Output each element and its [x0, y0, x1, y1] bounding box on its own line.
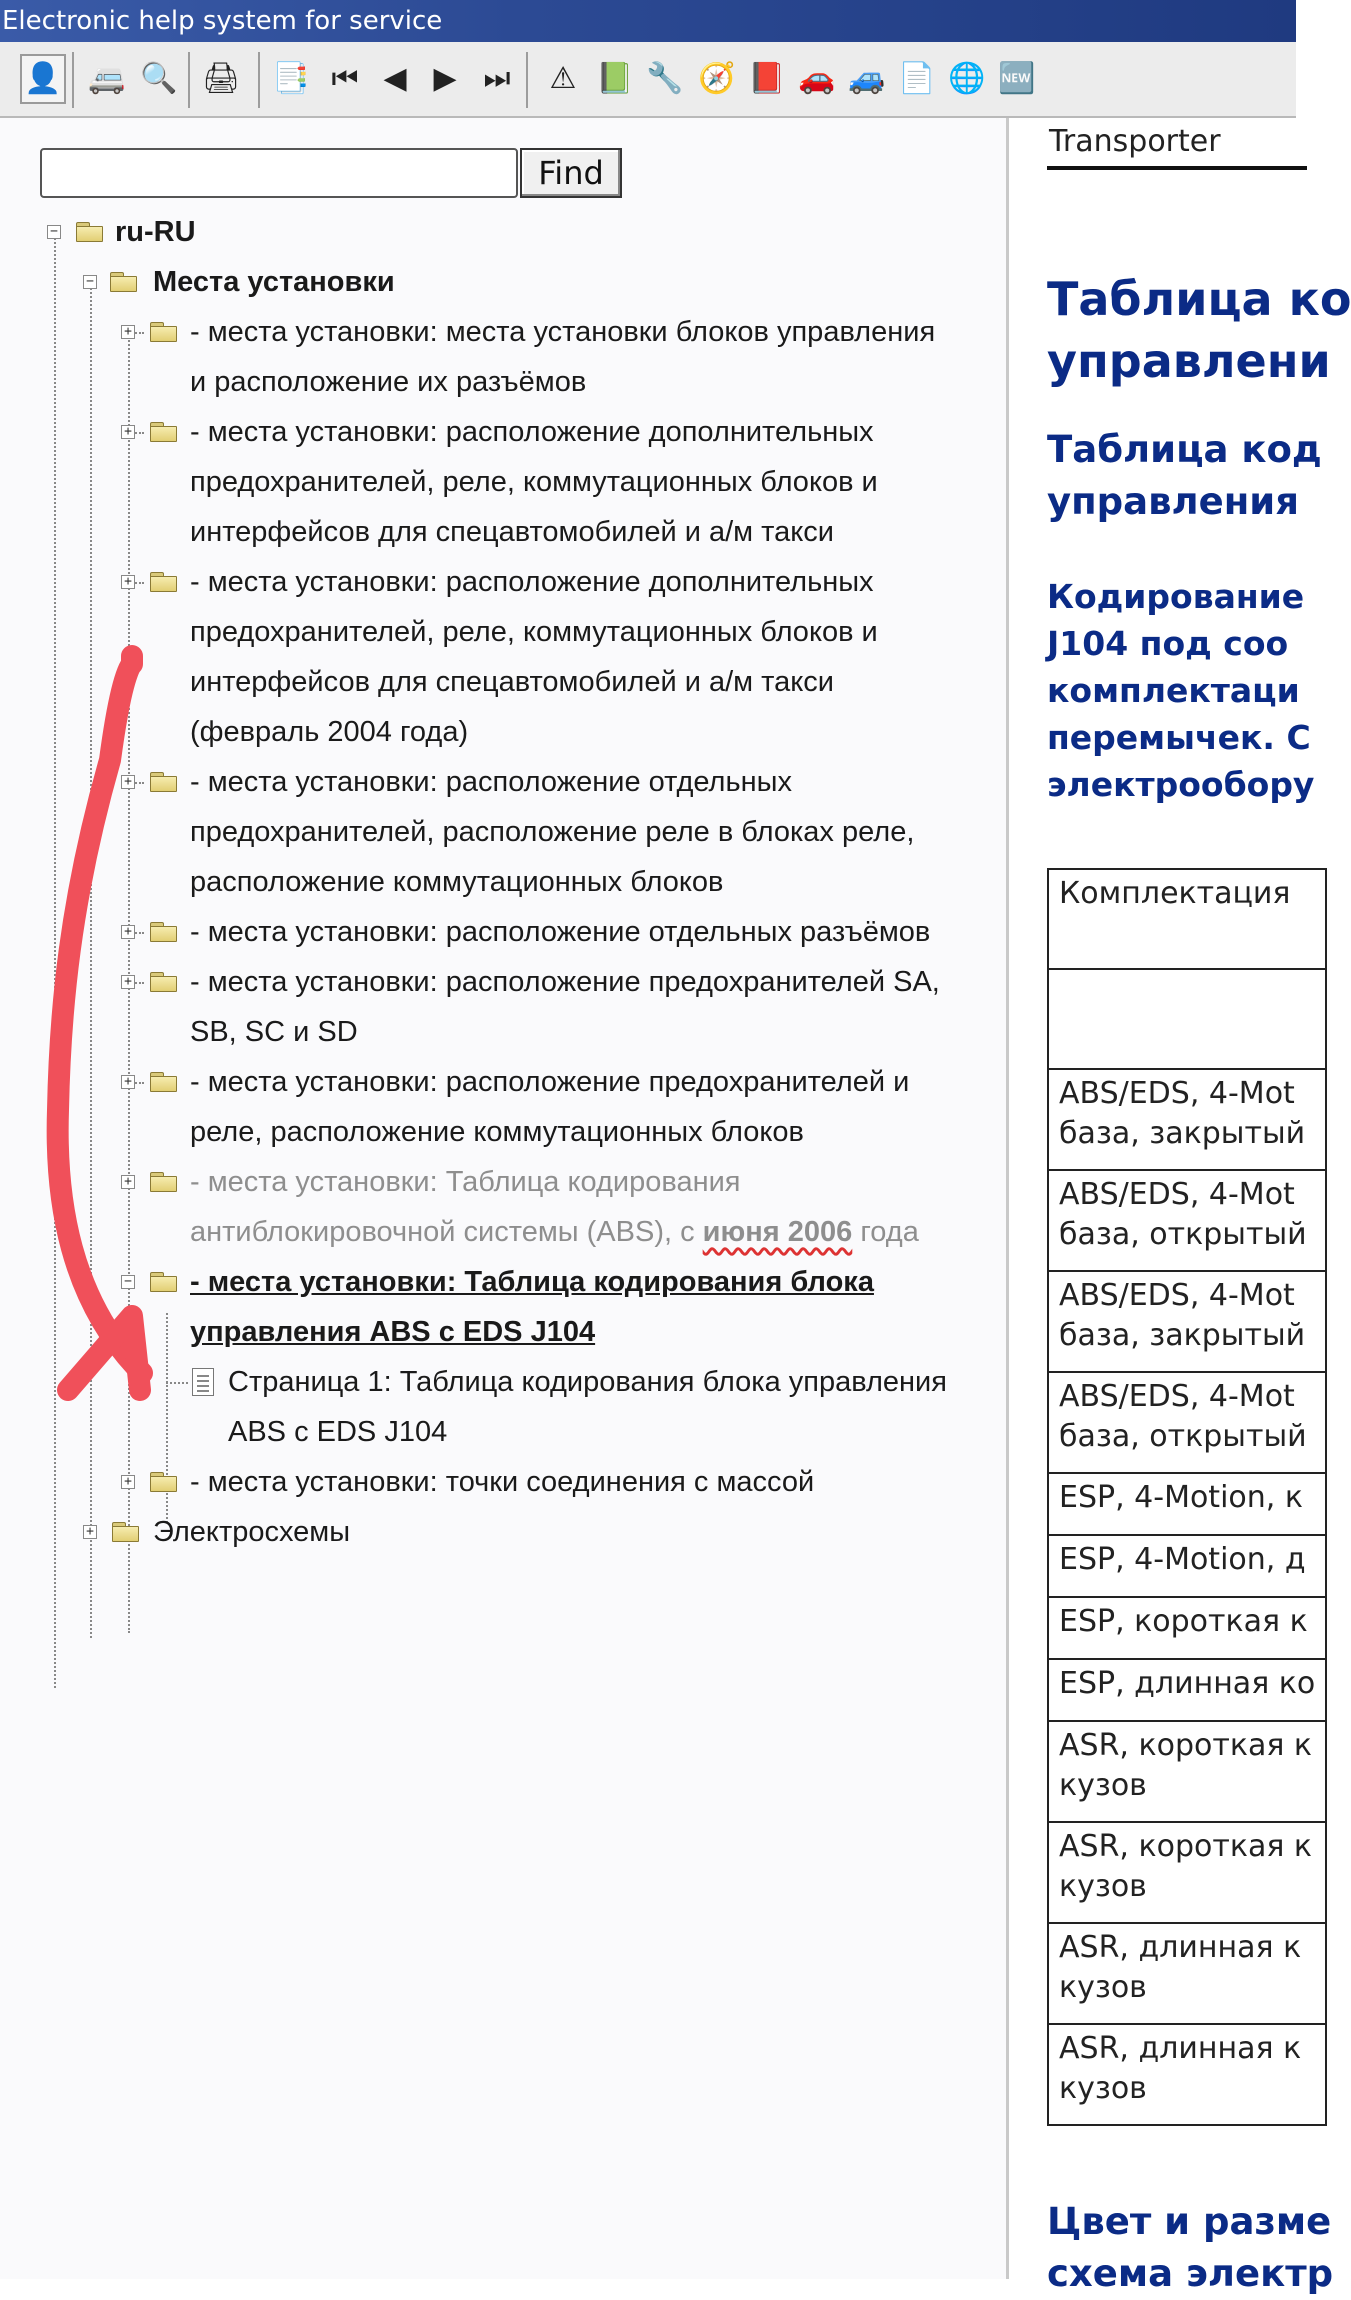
next-page-icon[interactable]: ▶: [433, 61, 457, 96]
table-row: [1048, 2024, 1326, 2125]
table-row: [1048, 1069, 1326, 1170]
description-text: Кодирование: [1047, 577, 1305, 616]
table-cell-line: база, открытый: [1059, 1217, 1307, 1252]
toolbar: [0, 42, 1296, 118]
spellcheck-marked-text: июня 2006: [702, 1216, 853, 1248]
window-title: Electronic help system for service: [2, 6, 443, 36]
table-cell-line: база, открытый: [1059, 1419, 1307, 1454]
car-icon[interactable]: 🚐: [88, 61, 126, 96]
table-cell-line: ASR, короткая к: [1059, 1728, 1313, 1763]
tree-node-label[interactable]: и расположение их разъёмов: [190, 366, 587, 398]
collapse-toggle[interactable]: −: [47, 225, 61, 239]
last-page-icon[interactable]: ⏭: [483, 61, 511, 96]
tree-node-label[interactable]: - места установки: точки соединения с массой: [190, 1466, 815, 1498]
tree-node-label[interactable]: - места установки: расположение дополнительных: [190, 416, 874, 448]
section-heading: Цвет и разме: [1047, 2200, 1332, 2243]
tree-node-label[interactable]: предохранителей, реле, коммутационных блоков и: [190, 616, 878, 648]
tree-node-label[interactable]: расположение коммутационных блоков: [190, 866, 724, 898]
tree-node-label[interactable]: предохранителей, расположение реле в блоках реле,: [190, 816, 915, 848]
tree-node-page-label[interactable]: ABS с EDS J104: [228, 1416, 448, 1448]
topic-tree: [0, 118, 1006, 2279]
table-cell-line: ESP, длинная ко: [1059, 1666, 1316, 1701]
page-subheading: управления: [1047, 480, 1299, 523]
table-cell-line: кузов: [1059, 1970, 1147, 2005]
content-pane: [1009, 118, 1351, 2295]
table-header-cell: [1048, 869, 1326, 969]
navigation-pane: [0, 118, 1006, 2279]
table-row: [1048, 1659, 1326, 1721]
description-text: электрообору: [1047, 765, 1315, 804]
folder-icon: [110, 272, 138, 292]
tree-node-label[interactable]: - места установки: расположение отдельных: [190, 766, 792, 798]
expand-toggle[interactable]: +: [121, 975, 135, 989]
globe-icon[interactable]: 🌐: [948, 61, 986, 96]
expand-toggle[interactable]: +: [121, 1075, 135, 1089]
folder-icon: [112, 1522, 140, 1542]
expand-toggle[interactable]: +: [83, 1525, 97, 1539]
expand-toggle[interactable]: +: [121, 1175, 135, 1189]
tree-node-group-label[interactable]: Электросхемы: [153, 1516, 351, 1548]
table-cell: [1048, 1721, 1326, 1822]
user-icon[interactable]: 👤: [20, 54, 66, 104]
table-row: [1048, 1822, 1326, 1923]
tree-node-root-label[interactable]: ru-RU: [115, 216, 196, 248]
print-icon[interactable]: 🖨: [201, 61, 241, 96]
tree-node-selected-label[interactable]: - места установки: Таблица кодирования блока: [190, 1266, 874, 1298]
tree-guide-line: [90, 288, 92, 1638]
tree-guide-line: [54, 238, 56, 1688]
table-row: [1048, 1597, 1326, 1659]
tree-node-label-part: года: [852, 1216, 919, 1248]
table-header-row: [1048, 869, 1326, 969]
folder-icon: [150, 572, 178, 592]
folder-icon: [150, 1072, 178, 1092]
description-text: J104 под соо: [1047, 624, 1289, 663]
tree-node-selected-label[interactable]: управления ABS с EDS J104: [190, 1316, 596, 1348]
toolbar-separator: [188, 52, 190, 108]
tree-node-label[interactable]: SB, SC и SD: [190, 1016, 358, 1048]
folder-icon: [76, 222, 104, 242]
page-heading: Таблица ко: [1047, 272, 1351, 326]
table-cell-line: ESP, 4-Motion, к: [1059, 1480, 1303, 1515]
manual-red-icon[interactable]: 📕: [748, 61, 786, 96]
section-heading: схема электр: [1047, 2252, 1334, 2295]
tree-node-label[interactable]: (февраль 2004 года): [190, 716, 469, 748]
table-cell: [1048, 1271, 1326, 1372]
table-row: [1048, 1473, 1326, 1535]
table-cell: [1048, 1822, 1326, 1923]
table-cell-line: база, закрытый: [1059, 1318, 1306, 1353]
table-row: [1048, 1372, 1326, 1473]
table-row: [1048, 1271, 1326, 1372]
vehicle-green-icon[interactable]: 🚗: [798, 61, 836, 96]
find-button[interactable]: Find: [520, 148, 622, 198]
new-icon[interactable]: 🆕: [998, 61, 1036, 96]
table-cell: [1048, 1923, 1326, 2024]
header-divider: [1047, 166, 1307, 170]
expand-toggle[interactable]: +: [121, 575, 135, 589]
toolbar-separator: [526, 52, 528, 108]
folder-icon: [150, 1172, 178, 1192]
description-text: комплектаци: [1047, 671, 1300, 710]
expand-toggle[interactable]: +: [121, 425, 135, 439]
document-page-icon: [192, 1368, 214, 1396]
table-cell-line: ASR, длинная к: [1059, 1930, 1302, 1965]
tree-node-label[interactable]: интерфейсов для спецавтомобилей и а/м такси: [190, 666, 834, 698]
table-row: [1048, 1923, 1326, 2024]
column-header: Комплектация: [1059, 876, 1291, 911]
folder-icon: [150, 972, 178, 992]
table-cell-line: ABS/EDS, 4-Mot: [1059, 1177, 1295, 1212]
table-cell-line: кузов: [1059, 2071, 1147, 2106]
folder-icon: [150, 322, 178, 342]
table-cell-line: база, закрытый: [1059, 1116, 1306, 1151]
table-cell-line: ESP, 4-Motion, д: [1059, 1542, 1306, 1577]
tools-icon[interactable]: 🔧: [646, 61, 684, 96]
description-text: перемычек. С: [1047, 718, 1311, 757]
vehicle-info-icon[interactable]: 🚙: [848, 61, 886, 96]
table-cell: [1048, 1659, 1326, 1721]
tree-node-label[interactable]: предохранителей, реле, коммутационных блоков и: [190, 466, 878, 498]
table-cell-line: ASR, короткая к: [1059, 1829, 1313, 1864]
tree-branch-line: [166, 1382, 188, 1384]
diagnostics-icon[interactable]: 🧭: [698, 61, 736, 96]
table-cell-line: ABS/EDS, 4-Mot: [1059, 1379, 1295, 1414]
expand-toggle[interactable]: +: [121, 775, 135, 789]
table-cell-line: ASR, длинная к: [1059, 2031, 1302, 2066]
previous-page-icon[interactable]: ◀: [383, 61, 407, 96]
folder-icon: [150, 422, 178, 442]
tree-node-label[interactable]: - места установки: Таблица кодирования: [190, 1166, 741, 1198]
expand-toggle[interactable]: +: [121, 1475, 135, 1489]
vehicle-label: Transporter: [1049, 124, 1221, 159]
page-subheading: Таблица код: [1047, 428, 1322, 471]
table-row: [1048, 1721, 1326, 1822]
folder-icon: [150, 922, 178, 942]
tree-node-label[interactable]: - места установки: расположение дополнительных: [190, 566, 874, 598]
pdf-icon[interactable]: 📄: [898, 61, 936, 96]
table-cell: [1048, 1372, 1326, 1473]
expand-toggle[interactable]: +: [121, 925, 135, 939]
tree-node-label[interactable]: - места установки: места установки блоков управления: [190, 316, 936, 348]
coding-table: [1047, 868, 1327, 2126]
table-subheader-row: [1048, 969, 1326, 1069]
table-cell: [1048, 1535, 1326, 1597]
search-icon[interactable]: 🔍: [140, 61, 178, 96]
collapse-toggle[interactable]: −: [121, 1275, 135, 1289]
table-cell-line: ABS/EDS, 4-Mot: [1059, 1076, 1295, 1111]
table-cell: [1048, 1170, 1326, 1271]
table-cell: [1048, 1069, 1326, 1170]
tree-node-label[interactable]: интерфейсов для спецавтомобилей и а/м такси: [190, 516, 834, 548]
documents-icon[interactable]: 📑: [272, 61, 310, 96]
toolbar-separator: [258, 52, 260, 108]
table-row: [1048, 1170, 1326, 1271]
toolbar-separator: [72, 52, 74, 108]
folder-icon: [150, 1272, 178, 1292]
first-page-icon[interactable]: ⏮: [331, 61, 359, 96]
table-cell-line: ABS/EDS, 4-Mot: [1059, 1278, 1295, 1313]
page-heading: управлени: [1047, 334, 1331, 388]
expand-toggle[interactable]: +: [121, 325, 135, 339]
table-cell-line: кузов: [1059, 1768, 1147, 1803]
table-cell: [1048, 1597, 1326, 1659]
folder-icon: [150, 1472, 178, 1492]
tree-node-label-part: антиблокировочной системы (ABS), с: [190, 1216, 703, 1248]
table-cell-line: ESP, короткая к: [1059, 1604, 1308, 1639]
table-cell-line: кузов: [1059, 1869, 1147, 1904]
tree-node-label[interactable]: - места установки: расположение предохранителей и: [190, 1066, 910, 1098]
window-title-bar: [0, 0, 1296, 42]
collapse-toggle[interactable]: −: [83, 275, 97, 289]
folder-icon: [150, 772, 178, 792]
table-cell: [1048, 1473, 1326, 1535]
tree-node-label[interactable]: - места установки: расположение отдельных разъёмов: [190, 916, 931, 948]
tree-node-label[interactable]: - места установки: расположение предохранителей SA,: [190, 966, 940, 998]
table-subheader-cell: [1048, 969, 1326, 1069]
tree-node-page-label[interactable]: Страница 1: Таблица кодирования блока управления: [228, 1366, 947, 1398]
table-row: [1048, 1535, 1326, 1597]
tree-node-group-label[interactable]: Места установки: [153, 266, 395, 298]
table-cell: [1048, 2024, 1326, 2125]
book-green-icon[interactable]: 📗: [596, 61, 634, 96]
tree-node-label[interactable]: [190, 1207, 919, 1257]
warning-icon[interactable]: ⚠: [549, 61, 577, 96]
tree-node-label[interactable]: реле, расположение коммутационных блоков: [190, 1116, 804, 1148]
